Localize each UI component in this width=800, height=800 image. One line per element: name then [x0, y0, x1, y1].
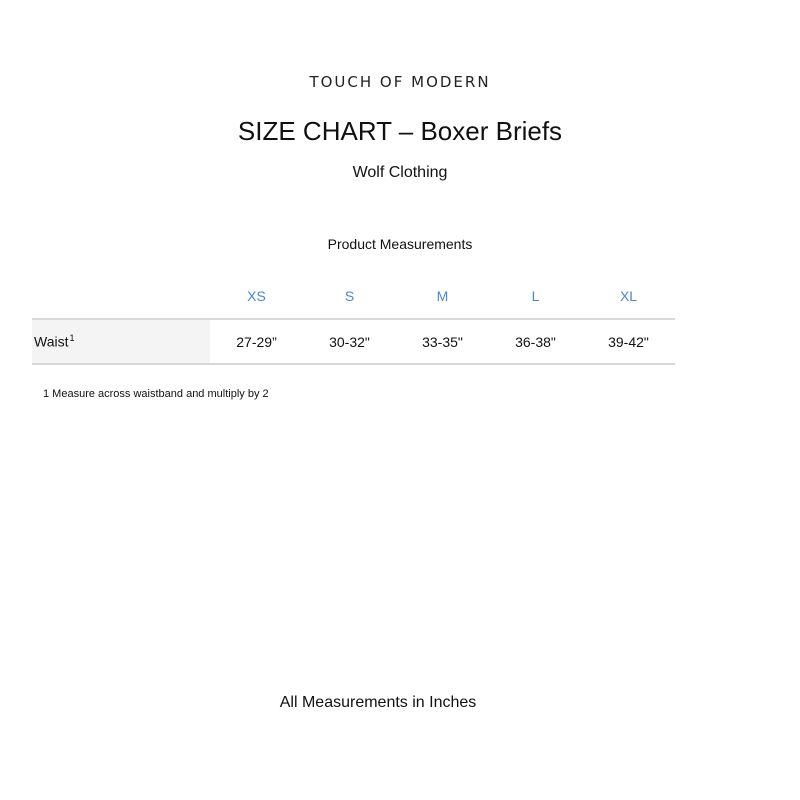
waist-m-value: 33-35"	[396, 319, 489, 364]
table-corner-cell	[32, 274, 210, 319]
size-header-xl: XL	[582, 274, 675, 319]
size-chart-table	[32, 274, 675, 365]
footnote-marker: 1	[69, 333, 75, 344]
measurement-footnote: 1 Measure across waistband and multiply by 2	[43, 388, 269, 400]
row-label-cell	[32, 319, 210, 364]
row-label-waist: Waist	[34, 333, 69, 350]
waist-xl-value: 39-42"	[582, 319, 675, 364]
table-header-row	[32, 274, 675, 319]
units-note: All Measurements in Inches	[279, 694, 477, 711]
brand-subtitle: Wolf Clothing	[352, 164, 448, 181]
waist-s-value: 30-32"	[303, 319, 396, 364]
table-caption: Product Measurements	[327, 236, 473, 252]
table-row-waist	[32, 319, 675, 364]
size-header-s: S	[303, 274, 396, 319]
waist-xs-value: 27-29”	[210, 319, 303, 364]
page-title: SIZE CHART – Boxer Briefs	[237, 116, 563, 146]
waist-l-value: 36-38"	[489, 319, 582, 364]
size-header-m: M	[396, 274, 489, 319]
brand-logo-text: TOUCH OF MODERN	[309, 73, 491, 91]
size-header-xs: XS	[210, 274, 303, 319]
size-header-l: L	[489, 274, 582, 319]
